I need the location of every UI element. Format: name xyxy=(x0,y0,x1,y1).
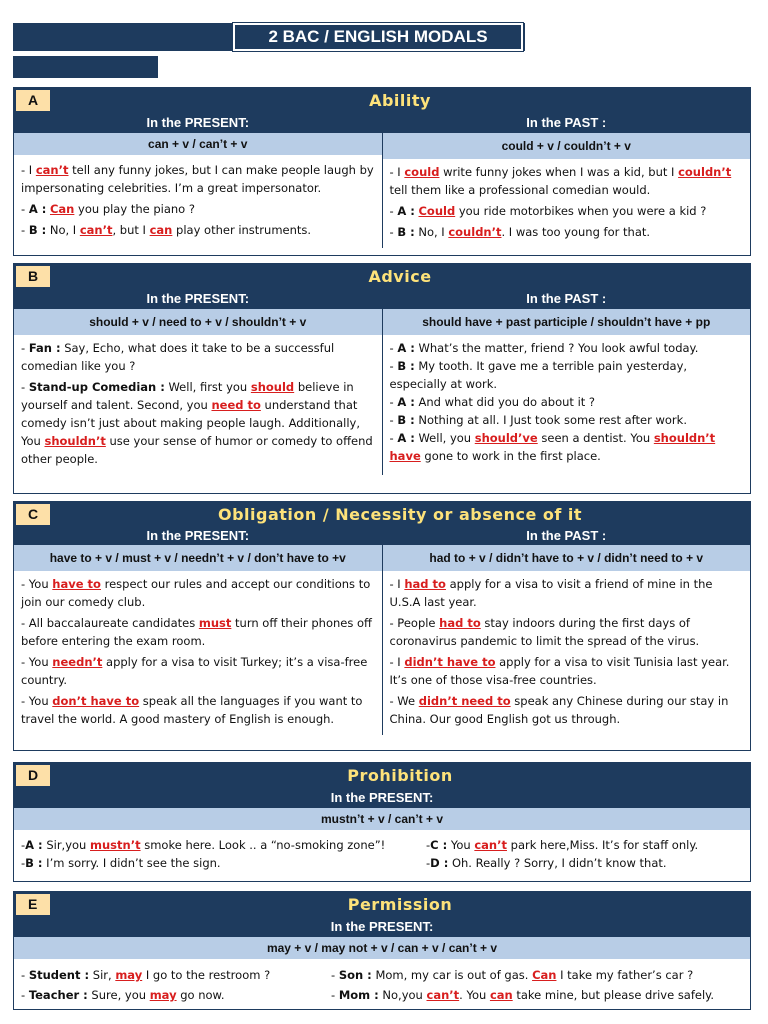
header-subbar xyxy=(13,56,158,78)
section-title: Ability xyxy=(369,91,431,110)
examples xyxy=(14,959,750,1005)
section-header xyxy=(14,763,750,788)
example: - You needn’t apply for a visa to visit Turkey; it’s a visa-free country. xyxy=(21,655,368,687)
example: - B : My tooth. It gave me a terrible pain yesterday, especially at work. xyxy=(389,359,688,391)
examples xyxy=(383,335,751,469)
example: -B : I’m sorry. I didn’t see the sign. xyxy=(21,856,221,870)
past-column xyxy=(382,289,751,475)
example: - All baccalaureate candidates must turn off their phones off before entering the exam room. xyxy=(21,616,372,648)
present-column xyxy=(14,527,382,735)
section-header xyxy=(14,502,750,527)
formula: have to + v / must + v / needn’t + v / don’t have to +v xyxy=(14,545,382,571)
example: - Fan : Say, Echo, what does it take to be a successful comedian like you ? xyxy=(21,341,335,373)
section-header xyxy=(14,88,750,113)
example: - A : And what did you do about it ? xyxy=(389,395,596,409)
tense-label: In the PAST : xyxy=(383,289,751,309)
tense-label: In the PRESENT: xyxy=(14,788,750,808)
example: - A : Can you play the piano ? xyxy=(21,202,195,216)
section-header xyxy=(14,892,750,917)
section-permission xyxy=(13,891,751,1010)
section-letter: E xyxy=(16,894,50,915)
example: - You have to respect our rules and accept our conditions to join our comedy club. xyxy=(21,577,371,609)
formula: may + v / may not + v / can + v / can’t + v xyxy=(14,937,750,959)
example: - Stand-up Comedian : Well, first you should believe in yourself and talent. Second, you need to understand that comedy isn’t just about making people laugh. Additionally, You shouldn’t use your sense of humor or comedy to offend other people. xyxy=(21,380,373,466)
example: - A : Could you ride motorbikes when you were a kid ? xyxy=(389,204,707,218)
example: - B : No, I couldn’t. I was too young for that. xyxy=(389,225,651,239)
example: - We didn’t need to speak any Chinese during our stay in China. Our good English got us through. xyxy=(389,694,729,726)
example-group xyxy=(426,836,744,872)
example: - Mom : No,you can’t. You can take mine, but please drive safely. xyxy=(331,988,714,1002)
section-title: Advice xyxy=(368,267,432,286)
examples xyxy=(14,335,382,475)
example: - People had to stay indoors during the first days of coronavirus pandemic to limit the spread of the virus. xyxy=(389,616,700,648)
example: - I didn’t have to apply for a visa to visit Tunisia last year. It’s one of those visa-free countries. xyxy=(389,655,730,687)
section-letter: D xyxy=(16,765,50,786)
example: - I could write funny jokes when I was a kid, but I couldn’t tell them like a professional comedian would. xyxy=(389,165,732,197)
section-header xyxy=(14,264,750,289)
formula: mustn’t + v / can’t + v xyxy=(14,808,750,830)
section-ability xyxy=(13,87,751,256)
example: - Son : Mom, my car is out of gas. Can I take my father’s car ? xyxy=(331,968,694,982)
example: - A : What’s the matter, friend ? You look awful today. xyxy=(389,341,699,355)
examples xyxy=(14,155,382,246)
example: - I can’t tell any funny jokes, but I can make people laugh by impersonating celebrities. I’m a great impersonator. xyxy=(21,163,374,195)
page-title: 2 BAC / ENGLISH MODALS xyxy=(233,23,523,51)
tense-label: In the PRESENT: xyxy=(14,113,382,133)
example: -C : You can’t park here,Miss. It’s for staff only. xyxy=(426,838,699,852)
formula: can + v / can’t + v xyxy=(14,133,382,155)
examples xyxy=(383,159,751,248)
present-column xyxy=(14,289,382,475)
tense-label: In the PAST : xyxy=(383,113,751,133)
example: - Teacher : Sure, you may go now. xyxy=(21,988,225,1002)
formula: could + v / couldn’t + v xyxy=(383,133,751,159)
section-letter: A xyxy=(16,90,50,111)
example: - I had to apply for a visa to visit a friend of mine in the U.S.A last year. xyxy=(389,577,713,609)
tense-label: In the PRESENT: xyxy=(14,527,382,545)
section-prohibition xyxy=(13,762,751,882)
section-title: Permission xyxy=(347,895,453,914)
section-obligation xyxy=(13,501,751,751)
section-advice xyxy=(13,263,751,494)
formula: should have + past participle / shouldn’t have + pp xyxy=(383,309,751,335)
example: -A : Sir,you mustn’t smoke here. Look .. a “no-smoking zone”! xyxy=(21,838,386,852)
tense-label: In the PRESENT: xyxy=(14,289,382,309)
example-group xyxy=(331,965,744,1005)
past-column xyxy=(382,527,751,735)
example: - B : Nothing at all. I Just took some rest after work. xyxy=(389,413,687,427)
present-column xyxy=(14,113,382,248)
tense-label: In the PRESENT: xyxy=(14,917,750,937)
section-title: Obligation / Necessity or absence of it xyxy=(217,505,583,524)
examples xyxy=(14,830,750,872)
tense-label: In the PAST : xyxy=(383,527,751,545)
examples xyxy=(383,571,751,735)
example: -D : Oh. Really ? Sorry, I didn’t know that. xyxy=(426,856,667,870)
formula: had to + v / didn’t have to + v / didn’t need to + v xyxy=(383,545,751,571)
past-column xyxy=(382,113,751,248)
example-group xyxy=(21,836,426,872)
examples xyxy=(14,571,382,735)
formula: should + v / need to + v / shouldn’t + v xyxy=(14,309,382,335)
section-letter: C xyxy=(16,504,50,525)
section-title: Prohibition xyxy=(347,766,453,785)
example-group xyxy=(21,965,331,1005)
example: - Student : Sir, may I go to the restroom ? xyxy=(21,968,271,982)
example: - B : No, I can’t, but I can play other instruments. xyxy=(21,223,312,237)
section-letter: B xyxy=(16,266,50,287)
example: - A : Well, you should’ve seen a dentist. You shouldn’t have gone to work in the first place. xyxy=(389,431,716,463)
example: - You don’t have to speak all the languages if you want to travel the world. A good mastery of English is enough. xyxy=(21,694,363,726)
